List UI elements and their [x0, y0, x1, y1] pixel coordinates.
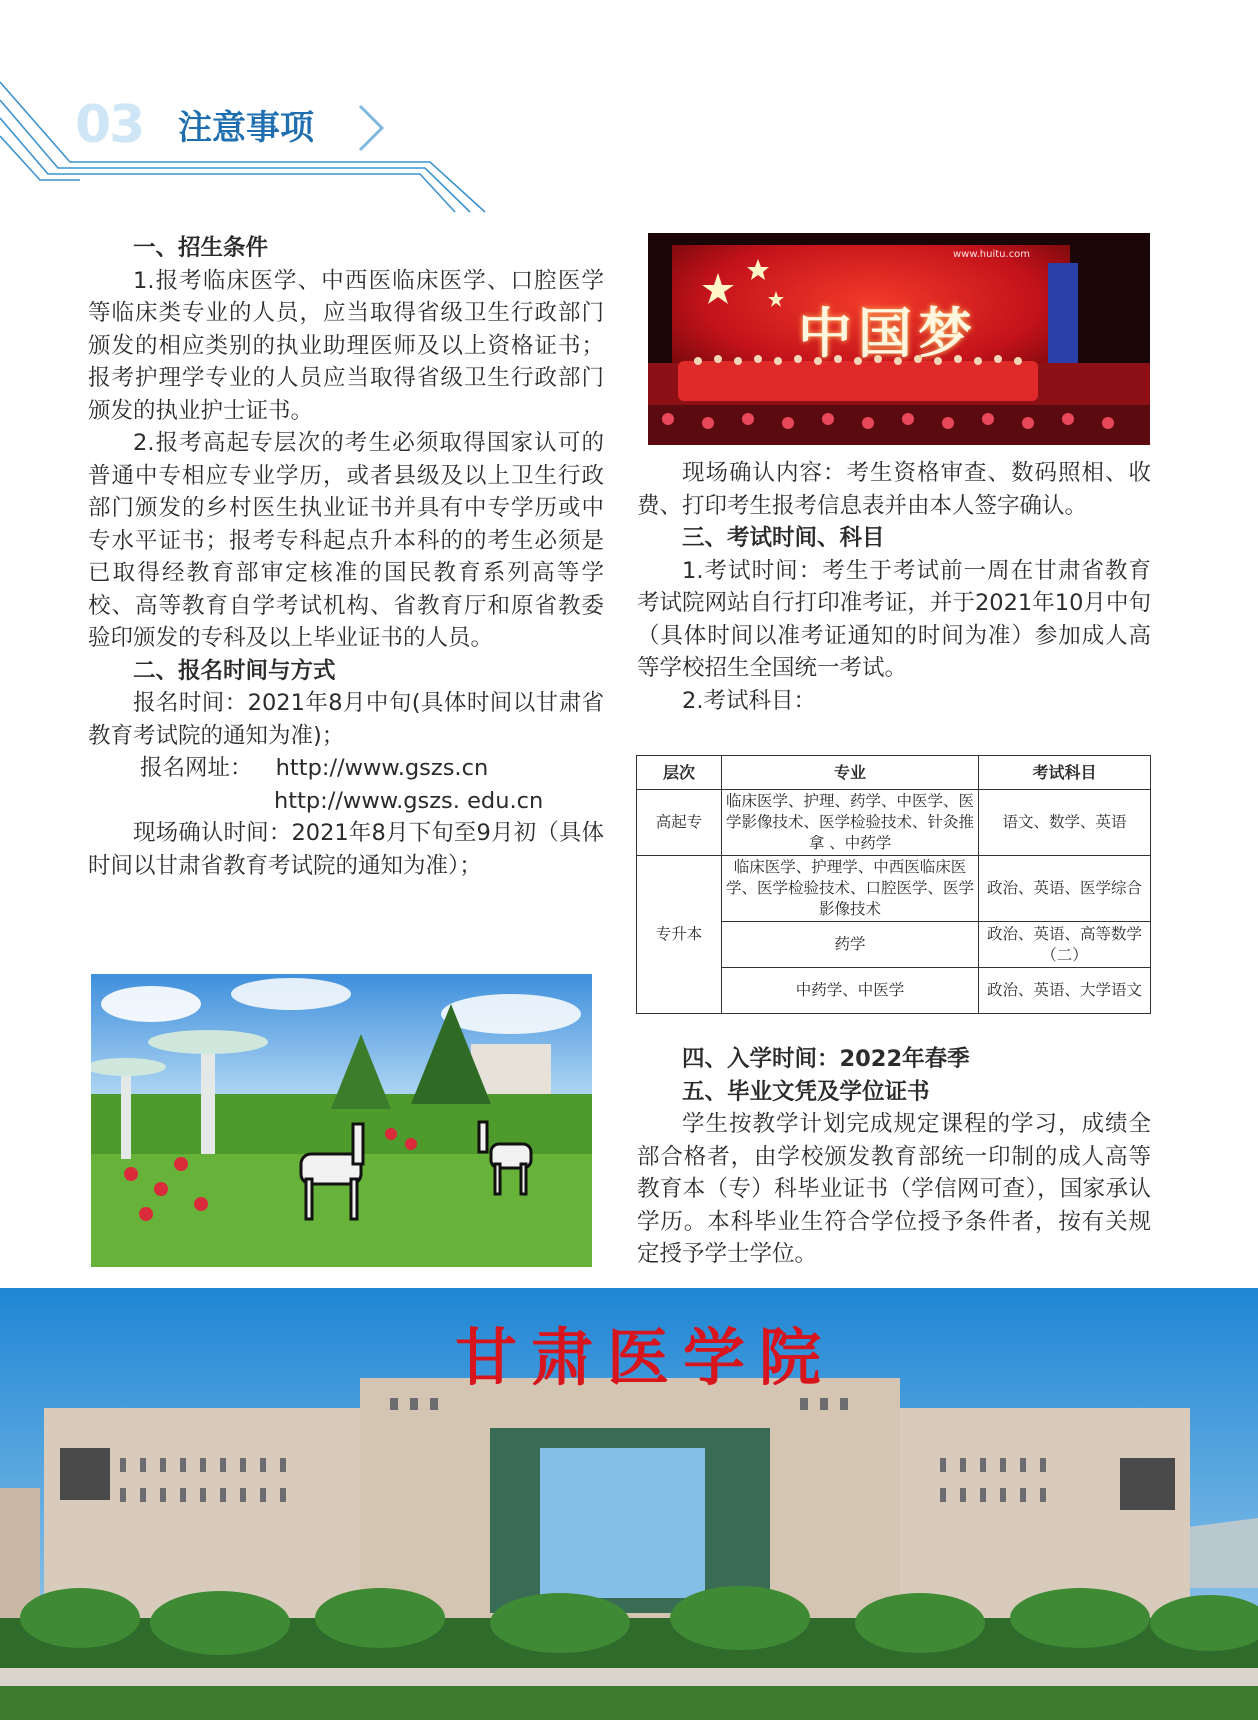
- table-header-row: [637, 756, 1151, 790]
- heading-exam-time: 三、考试时间、科目: [682, 525, 885, 551]
- section-number: 03: [75, 95, 144, 155]
- registration-site-label: 报名网址：: [140, 755, 253, 781]
- table-cell-major: 药学: [722, 922, 979, 968]
- garden-photo: [91, 974, 592, 1267]
- heading-enrollment-time: 四、入学时间：2022年春季: [682, 1046, 970, 1072]
- chevron-right-icon: [356, 103, 388, 153]
- right-column-top: [637, 457, 1151, 717]
- heading-admission-conditions: 一、招生条件: [133, 235, 269, 261]
- table-row: [637, 856, 1151, 922]
- registration-time: 报名时间：2021年8月中旬(具体时间以甘肃省教育考试院的通知为准)；: [88, 690, 604, 749]
- table-cell-level: 高起专: [637, 790, 722, 856]
- col-header-level: 层次: [637, 756, 722, 790]
- exam-subjects-table: [636, 755, 1151, 1014]
- paragraph-condition-1: 1.报考临床医学、中西医临床医学、口腔医学等临床类专业的人员，应当取得省级卫生行政部门颁发的相应类别的执业助理医师及以上资格证书；报考护理学专业的人员应当取得省级卫生行政部门颁发的执业护士证书。: [88, 267, 604, 424]
- table-cell-major: 中药学、中医学: [722, 968, 979, 1014]
- col-header-major: 专业: [722, 756, 979, 790]
- registration-url-2[interactable]: http://www.gszs. edu.cn: [274, 787, 544, 814]
- table-cell-major: 临床医学、护理、药学、中医学、医学影像技术、医学检验技术、针灸推拿 、中药学: [722, 790, 979, 856]
- col-header-subjects: 考试科目: [979, 756, 1151, 790]
- diploma-paragraph: 学生按教学计划完成规定课程的学习，成绩全部合格者，由学校颁发教育部统一印制的成人高等教育本（专）科毕业证书（学信网可查），国家承认学历。本科毕业生符合学位授予条件者，按有关规定授予学士学位。: [637, 1111, 1151, 1267]
- table-cell-subjects: 政治、英语、大学语文: [979, 968, 1151, 1014]
- table-row: [637, 790, 1151, 856]
- exam-time: 1.考试时间：考生于考试前一周在甘肃省教育考试院网站自行打印准考证，并于2021年10月中旬（具体时间以准考证通知的时间为准）参加成人高等学校招生全国统一考试。: [637, 557, 1151, 681]
- stage-banner-text: 中国梦: [798, 301, 978, 365]
- confirmation-time: 现场确认时间：2021年8月下旬至9月初（具体时间以甘肃省教育考试院的通知为准）；: [88, 820, 604, 879]
- right-column-bottom: [637, 1043, 1151, 1271]
- registration-url-1[interactable]: http://www.gszs.cn: [275, 755, 489, 781]
- table-cell-subjects: 政治、英语、医学综合: [979, 856, 1151, 922]
- left-column: [88, 232, 604, 882]
- table-cell-subjects: 政治、英语、高等数学（二）: [979, 922, 1151, 968]
- campus-sign: 甘肃医学院: [455, 1321, 836, 1394]
- exam-subjects-label: 2.考试科目：: [682, 687, 816, 714]
- table-cell-major: 临床医学、护理学、中西医临床医学、医学检验技术、口腔医学、医学影像技术: [722, 856, 979, 922]
- confirmation-content: 现场确认内容：考生资格审查、数码照相、收费、打印考生报考信息表并由本人签字确认。: [637, 460, 1151, 519]
- section-title: 注意事项: [178, 108, 314, 148]
- table-cell-subjects: 语文、数学、英语: [979, 790, 1151, 856]
- campus-photo: [0, 1288, 1258, 1720]
- registration-site-row: [88, 752, 604, 785]
- table-cell-level: 专升本: [637, 856, 722, 1014]
- paragraph-condition-2: 2.报考高起专层次的考生必须取得国家认可的普通中专相应专业学历，或者县级及以上卫生行政部门颁发的乡村医生执业证书并具有中专学历或中专水平证书；报考专科起点升本科的的考生必须是已取得经教育部审定核准的国民教育系列高等学校、高等教育自学考试机构、省教育厅和原省教委验印颁发的专科及以上毕业证书的人员。: [88, 430, 604, 651]
- heading-registration: 二、报名时间与方式: [133, 657, 336, 684]
- stage-photo: [648, 233, 1150, 445]
- stage-watermark: www.huitu.com: [953, 249, 1031, 260]
- heading-diploma: 五、毕业文凭及学位证书: [682, 1078, 930, 1105]
- registration-site-row-2: [88, 785, 604, 818]
